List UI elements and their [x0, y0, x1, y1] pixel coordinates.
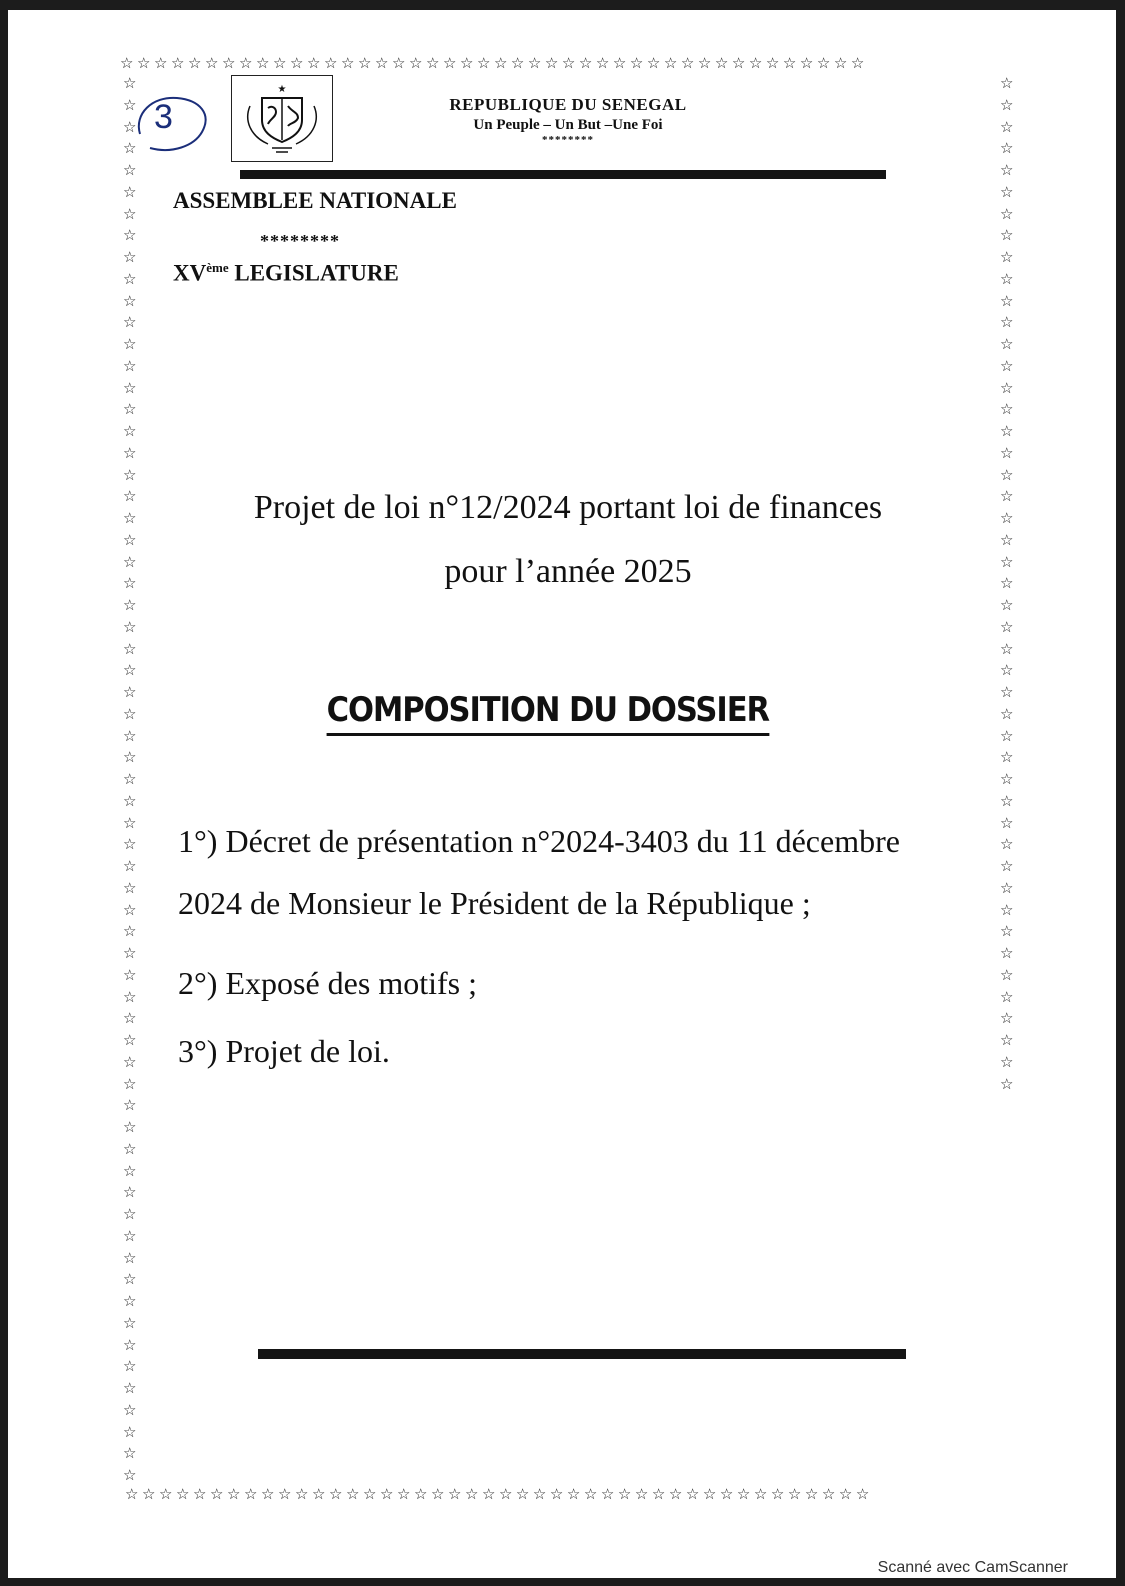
legislature: [173, 260, 399, 287]
header-rule: [240, 170, 886, 179]
section-heading: [128, 690, 968, 736]
institution-separator: ********: [260, 231, 340, 251]
legislature-suffix: LEGISLATURE: [228, 260, 399, 286]
document-page: [8, 10, 1116, 1578]
star-border-right: ☆☆☆☆☆☆☆☆☆☆☆☆☆☆☆☆☆☆☆☆☆☆☆☆☆☆☆☆☆☆☆☆☆☆☆☆☆☆☆☆☆☆☆☆☆☆☆: [1000, 74, 1014, 1090]
legislature-sup: ème: [206, 260, 229, 275]
svg-text:★: ★: [277, 84, 287, 95]
list-item-1-line-2: 2024 de Monsieur le Président de la République ;: [178, 885, 811, 921]
section-heading-text: COMPOSITION DU DOSSIER: [327, 690, 769, 736]
header-separator: ********: [542, 134, 594, 146]
legislature-prefix: XV: [173, 260, 207, 286]
handwritten-page-number: [132, 84, 202, 154]
senegal-coat-of-arms-icon: [232, 76, 332, 161]
project-title: [128, 476, 1008, 604]
star-border-left: ☆☆☆☆☆☆☆☆☆☆☆☆☆☆☆☆☆☆☆☆☆☆☆☆☆☆☆☆☆☆☆☆☆☆☆☆☆☆☆☆☆☆☆☆☆☆☆☆☆☆☆☆☆☆☆☆☆☆☆☆☆☆☆☆☆: [123, 74, 137, 1483]
national-motto: Un Peuple – Un But –Une Foi: [473, 117, 663, 133]
page-number: 3: [154, 98, 173, 136]
institution-name: ASSEMBLEE NATIONALE: [173, 188, 457, 213]
list-item-1-line-1: 1°) Décret de présentation n°2024-3403 du 11 décembre: [178, 823, 900, 859]
footer-rule: [258, 1349, 906, 1359]
project-title-line-1: Projet de loi n°12/2024 portant loi de finances: [253, 489, 883, 526]
republic-header: [398, 95, 738, 146]
country-name: REPUBLIQUE DU SENEGAL: [449, 95, 687, 114]
emblem-box: [231, 75, 333, 162]
project-title-line-2: pour l’année 2025: [444, 553, 692, 590]
star-border-bottom: ☆☆☆☆☆☆☆☆☆☆☆☆☆☆☆☆☆☆☆☆☆☆☆☆☆☆☆☆☆☆☆☆☆☆☆☆☆☆☆☆☆☆☆☆: [125, 1487, 873, 1503]
star-border-top: ☆☆☆☆☆☆☆☆☆☆☆☆☆☆☆☆☆☆☆☆☆☆☆☆☆☆☆☆☆☆☆☆☆☆☆☆☆☆☆☆☆☆☆☆: [120, 56, 868, 72]
dossier-items: [178, 810, 978, 1082]
list-item-2: 2°) Exposé des motifs ;: [178, 965, 477, 1001]
list-item-3: 3°) Projet de loi.: [178, 1033, 390, 1069]
scanner-watermark: Scanné avec CamScanner: [877, 1559, 1068, 1576]
